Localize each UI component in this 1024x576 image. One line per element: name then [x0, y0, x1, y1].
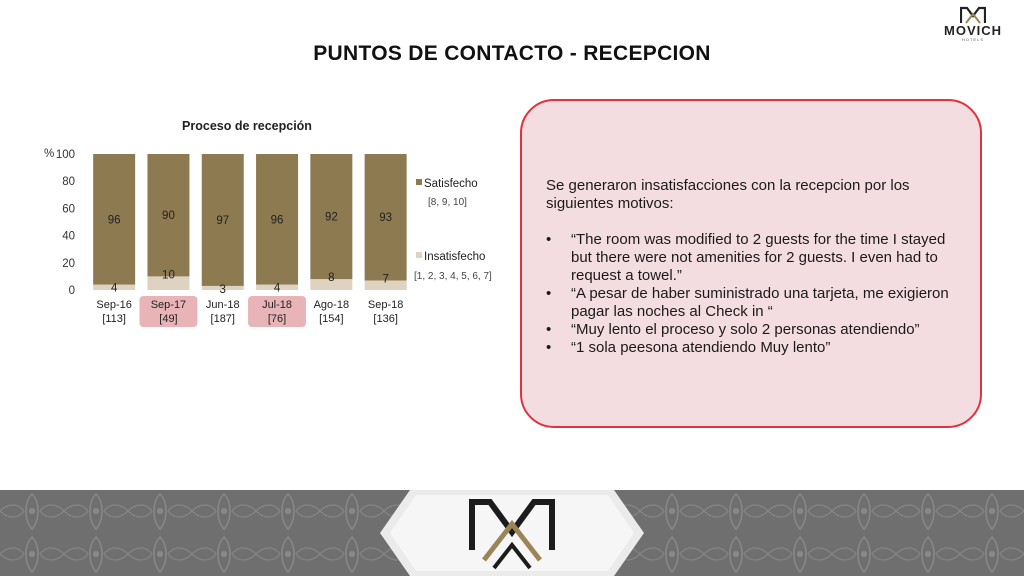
callout-item — [546, 231, 956, 285]
y-tick-label: 20 — [62, 257, 75, 270]
callout-item — [546, 321, 956, 339]
bullet: • — [546, 321, 552, 338]
x-tick-label: Sep-18 — [367, 299, 404, 311]
callout-item-text: “Muy lento el proceso y solo 2 personas atendiendo” — [571, 321, 920, 338]
x-tick-label: Jul-18 — [262, 299, 293, 311]
data-label-insatisfecho: 8 — [328, 272, 335, 285]
chart-title: Proceso de recepción — [182, 119, 312, 133]
footer-logo-panel — [380, 490, 644, 576]
x-tick-label: Ago-18 — [313, 299, 350, 311]
legend-label-insatisfecho: Insatisfecho — [424, 251, 486, 263]
data-label-satisfecho: 96 — [107, 214, 121, 227]
data-label-insatisfecho: 4 — [273, 282, 281, 295]
brand-name: MOVICH — [944, 23, 1002, 38]
callout-item-text: “1 sola peesona atendiendo Muy lento” — [571, 339, 831, 356]
callout-item — [546, 285, 956, 321]
data-label-insatisfecho: 3 — [219, 283, 226, 296]
legend-label-satisfecho: Satisfecho — [424, 178, 478, 190]
legend-note-satisfecho: [8, 9, 10] — [428, 197, 467, 208]
page-title: PUNTOS DE CONTACTO - RECEPCION — [313, 42, 711, 65]
data-label-insatisfecho: 10 — [162, 269, 175, 282]
brand-sub: HOTELS — [961, 37, 984, 42]
y-axis-ticks — [56, 149, 75, 297]
legend-swatch-insatisfecho — [416, 252, 422, 258]
data-label-insatisfecho: 4 — [110, 282, 118, 295]
data-label-satisfecho: 92 — [324, 211, 338, 224]
legend-swatch-satisfecho — [416, 179, 422, 185]
data-label-insatisfecho: 7 — [382, 273, 389, 286]
data-label-satisfecho: 97 — [216, 214, 230, 227]
callout-list — [546, 231, 956, 357]
y-axis-unit: % — [44, 148, 55, 160]
data-label-satisfecho: 96 — [270, 214, 284, 227]
legend-note-insatisfecho: [1, 2, 3, 4, 5, 6, 7] — [414, 271, 492, 282]
footer-banner — [0, 490, 1024, 576]
x-tick-label: Sep-16 — [96, 299, 132, 311]
bullet: • — [546, 339, 552, 356]
x-tick-label: Jun-18 — [205, 299, 240, 311]
callout-item-text: “The room was modified to 2 guests for the time I stayed but there were not amenities for 2 guests. I even had to request a towel.” — [571, 231, 946, 284]
bullet: • — [546, 285, 552, 302]
data-label-satisfecho: 90 — [162, 210, 175, 223]
data-label-satisfecho: 93 — [379, 212, 393, 225]
x-sample-label: [76] — [267, 313, 287, 325]
x-sample-label: [49] — [159, 313, 178, 325]
x-sample-label: [154] — [319, 313, 344, 325]
x-tick-label: Sep-17 — [150, 299, 187, 311]
y-tick-label: 60 — [62, 203, 75, 216]
y-tick-label: 40 — [62, 230, 75, 243]
callout-item — [546, 339, 956, 357]
callout-intro: Se generaron insatisfacciones con la recepcion por los siguientes motivos: — [546, 177, 910, 212]
legend — [414, 178, 492, 282]
callout-item-text: “A pesar de haber suministrado una tarjeta, me exigieron pagar las noches al Check in “ — [571, 285, 949, 320]
y-tick-label: 0 — [68, 285, 75, 297]
x-sample-label: [113] — [102, 313, 126, 325]
callout-text — [546, 177, 956, 357]
y-tick-label: 80 — [62, 176, 75, 189]
x-sample-label: [187] — [210, 313, 235, 325]
x-sample-label: [136] — [373, 313, 398, 325]
y-tick-label: 100 — [55, 149, 75, 161]
bars — [93, 154, 407, 290]
bullet: • — [546, 231, 552, 248]
